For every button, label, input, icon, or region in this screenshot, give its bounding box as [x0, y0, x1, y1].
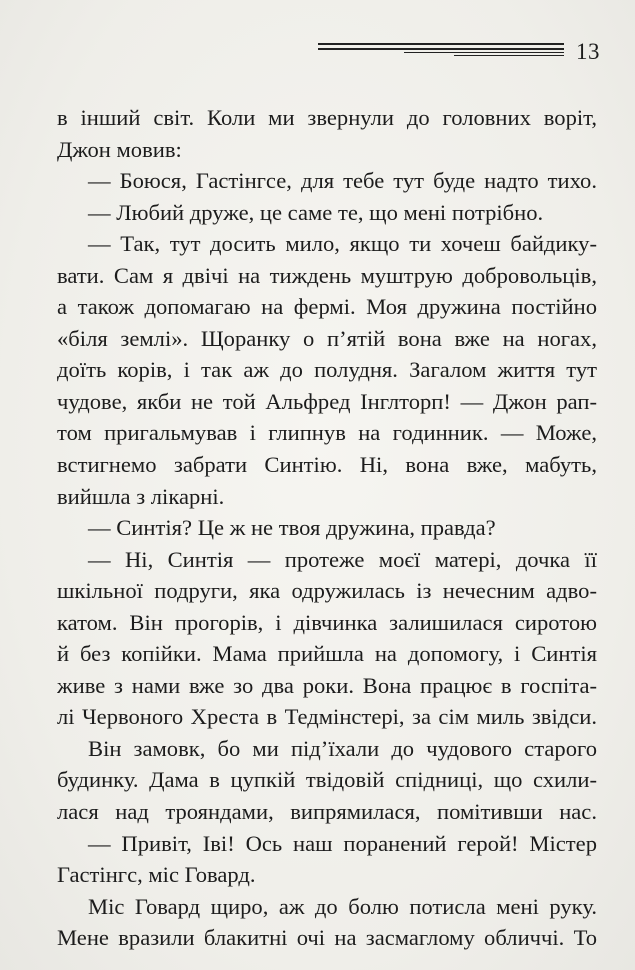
text-line: — Ні, Синтія — протеже моєї матері, дочка її	[88, 546, 597, 572]
text-line: «біля землі». Щоранку о п’ятій вона вже на ногах,	[57, 325, 597, 351]
text-line: вийшла з лікарні.	[57, 483, 225, 509]
text-line: — Любий друже, це саме те, що мені потрібно.	[88, 199, 544, 225]
text-line: — Так, тут досить мило, якщо ти хочеш байдику-	[88, 231, 597, 257]
text-line: вати. Сам я двічі на тиждень муштрую добровольців,	[57, 262, 597, 288]
text-line: лі Червоного Хреста в Тедмінстері, за сім миль звідси.	[57, 704, 597, 730]
header-ornamental-rules	[318, 43, 564, 57]
text-line: в інший світ. Коли ми звернули до головних воріт,	[57, 105, 597, 130]
text-line: Мене вразили блакитні очі на засмаглому обличчі. То	[57, 925, 597, 951]
text-line: встигнемо забрати Синтію. Ні, вона вже, мабуть,	[57, 452, 597, 478]
body-text	[57, 102, 597, 954]
text-line: — Боюся, Гастінгсе, для тебе тут буде надто тихо.	[88, 168, 597, 194]
text-line: доїть корів, і так аж до полудня. Загалом життя тут	[57, 357, 597, 383]
text-line: чудове, якби не той Альфред Інглторп! — Джон рап-	[57, 388, 597, 414]
text-line: будинку. Дама в цупкій твідовій спідниці, що схили-	[57, 767, 597, 793]
text-line: живе з нами вже зо два роки. Вона працює в госпіта-	[57, 672, 597, 698]
text-line: а також допомагаю на фермі. Моя дружина постійно	[57, 294, 597, 320]
text-line: Джон мовив:	[57, 136, 182, 162]
header-rule	[454, 55, 564, 56]
text-line: — Синтія? Це ж не твоя дружина, правда?	[88, 515, 496, 541]
page-number: 13	[576, 39, 600, 64]
running-header	[318, 38, 600, 66]
text-line: Гастінгс, міс Говард.	[57, 862, 256, 888]
text-line: шкільної подруги, яка одружилась із нечесним адво-	[57, 578, 597, 604]
text-line: катом. Він прогорів, і дівчинка залишилася сиротою	[57, 609, 597, 635]
text-line: — Привіт, Іві! Ось наш поранений герой! Містер	[88, 830, 597, 856]
text-line: Міс Говард щиро, аж до болю потисла мені руку.	[88, 893, 597, 919]
header-rule	[318, 48, 564, 50]
header-rule	[318, 43, 564, 45]
header-rule	[404, 52, 564, 53]
text-line: Він замовк, бо ми під’їхали до чудового старого	[88, 735, 597, 761]
text-line: лася над трояндами, випрямилася, помітивши нас.	[57, 799, 597, 825]
text-line: й без копійки. Мама прийшла на допомогу, і Синтія	[57, 641, 597, 667]
text-line: том пригальмував і глипнув на годинник. — Може,	[57, 420, 597, 446]
